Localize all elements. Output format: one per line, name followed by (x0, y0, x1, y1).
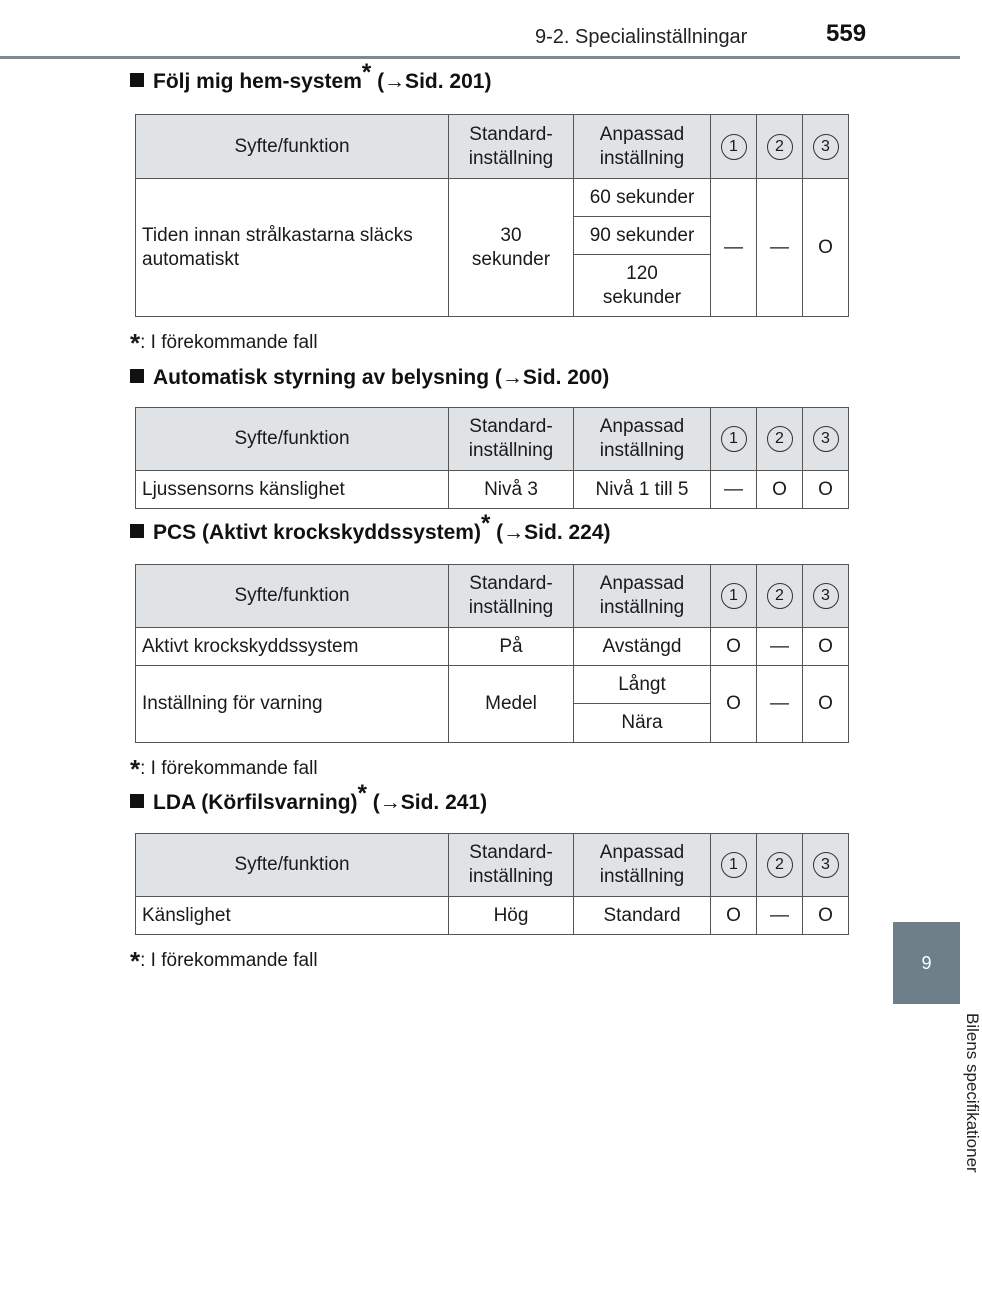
cell-mode-2: — (757, 897, 803, 935)
cell-default: 30 sekunder (449, 179, 574, 317)
header-mode-1: 1 (711, 834, 757, 897)
header-mode-2: 2 (757, 834, 803, 897)
cell-default: På (449, 628, 574, 666)
page-reference: (→Sid. 241) (366, 791, 488, 814)
header-purpose: Syfte/funktion (136, 834, 449, 897)
header-mode-1: 1 (711, 408, 757, 471)
section-heading-pcs (130, 510, 611, 545)
footnote: *: I förekommande fall (130, 754, 318, 784)
settings-table-auto-lighting (135, 407, 849, 509)
section-title: PCS (Aktivt krockskyddssystem) (153, 521, 481, 544)
header-custom: Anpassad inställning (574, 115, 711, 179)
header-mode-2: 2 (757, 408, 803, 471)
header-mode-1: 1 (711, 565, 757, 628)
cell-mode-1: O (711, 628, 757, 666)
section-title: Följ mig hem-system (153, 70, 362, 93)
cell-mode-2: — (757, 628, 803, 666)
cell-default: Hög (449, 897, 574, 935)
settings-table-pcs (135, 564, 849, 743)
header-mode-2: 2 (757, 115, 803, 179)
cell-default: Nivå 3 (449, 471, 574, 509)
header-default: Standard- inställning (449, 565, 574, 628)
chapter-tab: 9 (893, 922, 960, 1004)
settings-table-lda (135, 833, 849, 935)
cell-custom-option: Standard (574, 897, 711, 935)
asterisk: * (357, 780, 367, 807)
cell-purpose: Inställning för varning (136, 666, 449, 743)
cell-custom-option: Nära (574, 704, 711, 743)
cell-purpose: Ljussensorns känslighet (136, 471, 449, 509)
footnote: *: I förekommande fall (130, 328, 318, 358)
cell-custom-option: Nivå 1 till 5 (574, 471, 711, 509)
bullet-square-icon (130, 794, 144, 808)
cell-mode-1: — (711, 471, 757, 509)
header-mode-2: 2 (757, 565, 803, 628)
header-default: Standard- inställning (449, 408, 574, 471)
section-heading-lda (130, 780, 488, 815)
page-number: 559 (826, 20, 867, 47)
header-purpose: Syfte/funktion (136, 565, 449, 628)
header-mode-1: 1 (711, 115, 757, 179)
page-reference: (→Sid. 200) (489, 366, 610, 389)
bullet-square-icon (130, 524, 144, 538)
cell-mode-2: O (757, 471, 803, 509)
page-reference: (→Sid. 224) (490, 521, 611, 544)
header-custom: Anpassad inställning (574, 408, 711, 471)
bullet-square-icon (130, 73, 144, 87)
cell-mode-3: O (803, 628, 849, 666)
section-heading-auto-lighting (130, 366, 609, 390)
header-purpose: Syfte/funktion (136, 408, 449, 471)
cell-mode-3: O (803, 471, 849, 509)
cell-mode-3: O (803, 897, 849, 935)
cell-default: Medel (449, 666, 574, 743)
cell-mode-1: — (711, 179, 757, 317)
header-custom: Anpassad inställning (574, 834, 711, 897)
asterisk: * (480, 510, 491, 537)
header-custom: Anpassad inställning (574, 565, 711, 628)
header-purpose: Syfte/funktion (136, 115, 449, 179)
section-title: Automatisk styrning av belysning (153, 366, 490, 389)
bullet-square-icon (130, 369, 144, 383)
asterisk: * (361, 59, 372, 86)
cell-mode-3: O (803, 666, 849, 743)
header-mode-3: 3 (803, 565, 849, 628)
settings-table-follow-me-home (135, 114, 849, 317)
cell-purpose: Aktivt krockskyddssystem (136, 628, 449, 666)
cell-mode-2: — (757, 179, 803, 317)
header-divider (0, 56, 960, 59)
cell-custom-option: Långt (574, 666, 711, 704)
cell-mode-1: O (711, 897, 757, 935)
cell-mode-3: O (803, 179, 849, 317)
cell-purpose: Känslighet (136, 897, 449, 935)
chapter-tab-label: Bilens specifikationer (963, 1013, 982, 1173)
cell-mode-2: — (757, 666, 803, 743)
cell-custom-option: 90 sekunder (574, 217, 711, 255)
header-default: Standard- inställning (449, 834, 574, 897)
cell-mode-1: O (711, 666, 757, 743)
cell-custom-option: 120 sekunder (574, 255, 711, 317)
section-heading-follow-me-home (130, 59, 492, 94)
header-mode-3: 3 (803, 834, 849, 897)
header-default: Standard- inställning (449, 115, 574, 179)
page-reference: (→Sid. 201) (371, 70, 492, 93)
footnote: *: I förekommande fall (130, 946, 318, 976)
header-mode-3: 3 (803, 115, 849, 179)
cell-custom-option: 60 sekunder (574, 179, 711, 217)
header-mode-3: 3 (803, 408, 849, 471)
cell-custom-option: Avstängd (574, 628, 711, 666)
section-title: LDA (Körfilsvarning) (153, 791, 358, 814)
chapter-title: 9-2. Specialinställningar (535, 26, 748, 48)
cell-purpose: Tiden innan strålkastarna släcks automatiskt (136, 179, 449, 317)
